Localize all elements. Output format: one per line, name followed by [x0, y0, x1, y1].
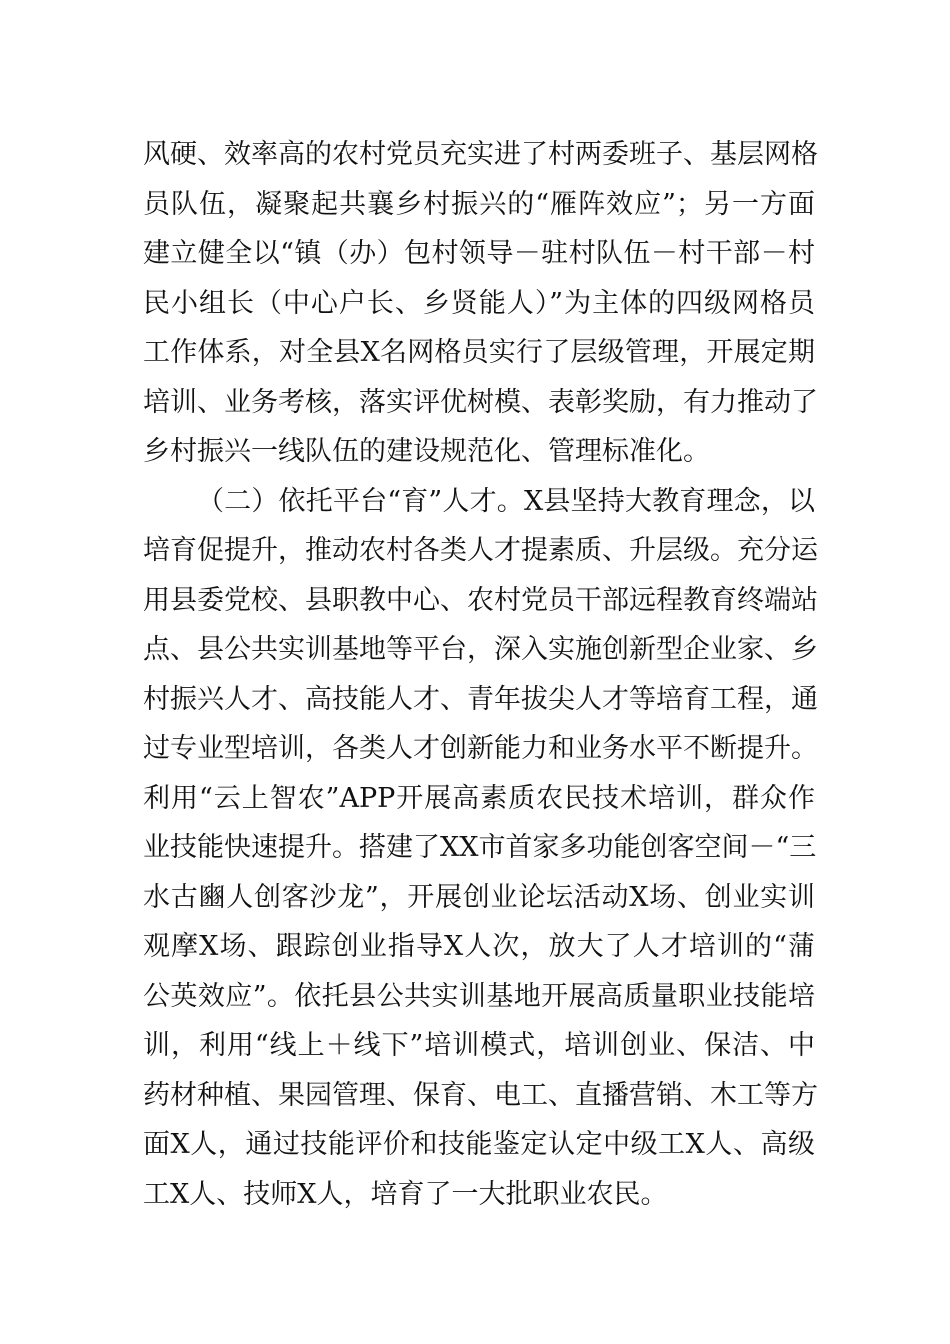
paragraph-1-line-1: 风硬、效率高的农村党员充实进了村两委班子、基层网格: [143, 139, 818, 170]
paragraph-1-line-2: 员队伍，凝聚起共襄乡村振兴的“雁阵效应”；另一方面: [143, 188, 815, 220]
paragraph-1-line-5: 工作体系，对全县X名网格员实行了层级管理，开展定期: [143, 337, 815, 368]
paragraph-2-line-14: 面X人，通过技能评价和技能鉴定认定中级工X人、高级: [143, 1129, 815, 1160]
paragraph-2-line-6: 过专业型培训，各类人才创新能力和业务水平不断提升。: [143, 733, 818, 764]
body-text: [143, 130, 818, 1219]
paragraph-2-line-3: 用县委党校、县职教中心、农村党员干部远程教育终端站: [143, 584, 818, 616]
paragraph-2-line-15: 工X人、技师X人，培育了一大批职业农民。: [143, 1178, 668, 1210]
paragraph-1-line-3: 建立健全以“镇（办）包村领导－驻村队伍－村干部－村: [143, 238, 815, 269]
paragraph-1-line-4: 民小组长（中心户长、乡贤能人）”为主体的四级网格员: [143, 287, 815, 319]
paragraph-2-line-4: 点、县公共实训基地等平台，深入实施创新型企业家、乡: [143, 634, 818, 665]
paragraph-2-line-13: 药材种植、果园管理、保育、电工、直播营销、木工等方: [143, 1079, 818, 1111]
paragraph-1-line-7: 乡村振兴一线队伍的建设规范化、管理标准化。: [143, 436, 710, 467]
paragraph-2-line-10: 观摩X场、跟踪创业指导X人次，放大了人才培训的“蒲: [143, 931, 815, 962]
paragraph-2-line-8: 业技能快速提升。搭建了XX市首家多功能创客空间－“三: [143, 832, 817, 863]
paragraph-1-line-6: 培训、业务考核，落实评优树模、表彰奖励，有力推动了: [143, 386, 818, 418]
paragraph-2-line-12: 训，利用“线上＋线下”培训模式，培训创业、保洁、中: [143, 1030, 815, 1061]
paragraph-2-line-7: 利用“云上智农”APP开展高素质农民技术培训，群众作: [143, 782, 815, 814]
paragraph-2-line-9: 水古豳人创客沙龙”，开展创业论坛活动X场、创业实训: [143, 881, 815, 913]
paragraph-2-line-1: （二）依托平台“育”人才。X县坚持大教育理念，以: [197, 485, 815, 517]
paragraph-2-line-11: 公英效应”。依托县公共实训基地开展高质量职业技能培: [143, 980, 815, 1012]
paragraph-2-line-2: 培育促提升，推动农村各类人才提素质、升层级。充分运: [143, 535, 818, 566]
paragraph-2-line-5: 村振兴人才、高技能人才、青年拔尖人才等培育工程，通: [143, 683, 818, 715]
